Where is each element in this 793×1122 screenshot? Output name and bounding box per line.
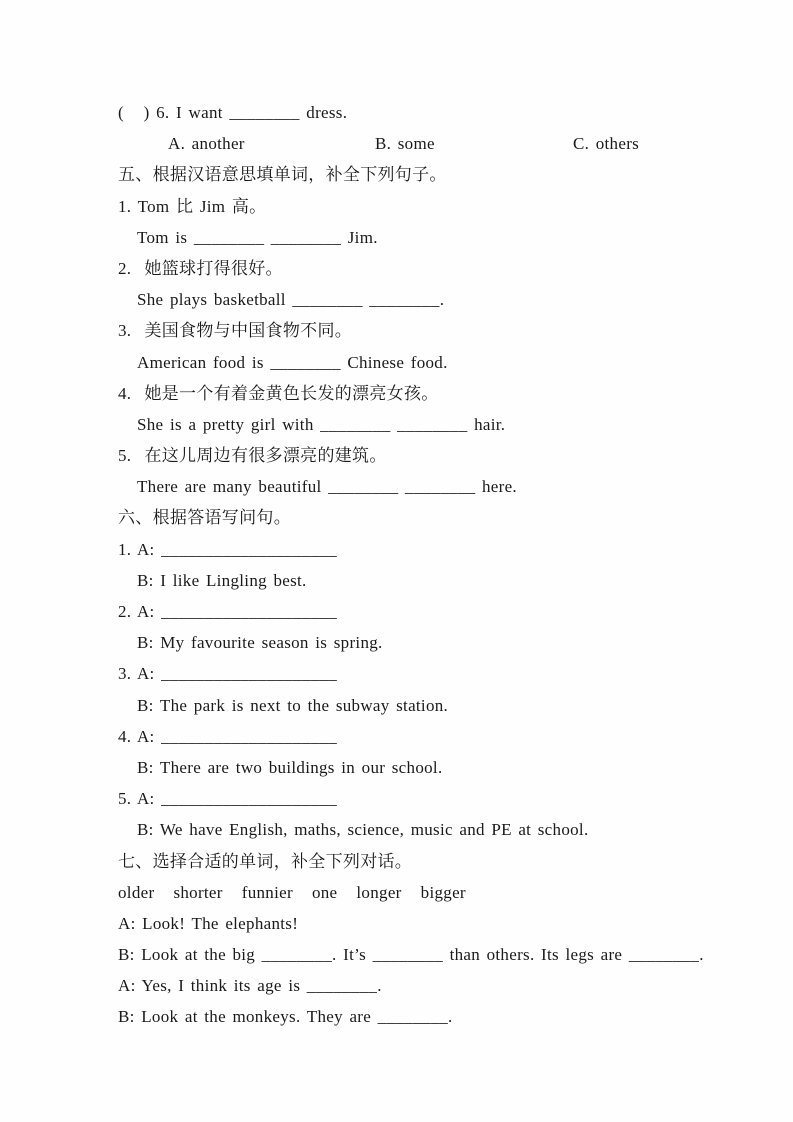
s6-item-2-answer: B: My favourite season is spring. <box>137 633 383 653</box>
question-6-options <box>118 128 763 159</box>
dialogue-line-2: B: Look at the big ________. It’s ________ than others. Its legs are ________. <box>118 945 704 965</box>
s6-item-3-answer: B: The park is next to the subway station. <box>137 695 449 715</box>
dialogue-line-1: A: Look! The elephants! <box>118 913 299 933</box>
section-6-title: 六、根据答语写问句。 <box>118 508 291 528</box>
word-bank <box>118 877 763 908</box>
s5-item-4-chinese: 4. 她是一个有着金黄色长发的漂亮女孩。 <box>118 383 439 403</box>
option-b: B. some <box>375 134 435 154</box>
section-5-title: 五、根据汉语意思填单词，补全下列句子。 <box>118 165 447 185</box>
s6-item-4-question: 4. A: ____________________ <box>118 726 338 746</box>
option-c: C. others <box>573 134 640 154</box>
s5-item-4-english: She is a pretty girl with ________ ________ hair. <box>137 414 506 434</box>
s5-item-5-english: There are many beautiful ________ ________ here. <box>137 477 517 497</box>
dialogue-line-4: B: Look at the monkeys. They are ________. <box>118 1007 453 1027</box>
word-bank-word-longer: longer <box>356 882 402 902</box>
s5-item-1-chinese: 1. Tom 比 Jim 高。 <box>118 196 267 216</box>
word-bank-word-funnier: funnier <box>241 882 293 902</box>
word-bank-word-shorter: shorter <box>173 882 223 902</box>
s5-item-2-chinese: 2. 她篮球打得很好。 <box>118 258 283 278</box>
word-bank-word-older: older <box>118 882 155 902</box>
s6-item-5-answer: B: We have English, maths, science, music and PE at school. <box>137 820 589 840</box>
s6-item-3-question: 3. A: ____________________ <box>118 664 338 684</box>
question-6-line: ( ) 6. I want ________ dress. <box>118 103 348 122</box>
word-bank-word-bigger: bigger <box>420 882 466 902</box>
word-bank-word-one: one <box>311 882 338 902</box>
section-7-title: 七、选择合适的单词，补全下列对话。 <box>118 851 413 871</box>
s5-item-5-chinese: 5. 在这儿周边有很多漂亮的建筑。 <box>118 446 387 466</box>
s5-item-2-english: She plays basketball ________ ________. <box>137 290 445 310</box>
s6-item-1-question: 1. A: ____________________ <box>118 539 338 559</box>
s5-item-3-english: American food is ________ Chinese food. <box>137 352 448 372</box>
dialogue-line-3: A: Yes, I think its age is ________. <box>118 976 382 996</box>
s6-item-5-question: 5. A: ____________________ <box>118 789 338 809</box>
s6-item-1-answer: B: I like Lingling best. <box>137 570 307 590</box>
s5-item-3-chinese: 3. 美国食物与中国食物不同。 <box>118 321 353 341</box>
s6-item-2-question: 2. A: ____________________ <box>118 602 338 621</box>
s6-item-4-answer: B: There are two buildings in our school. <box>137 757 443 777</box>
option-a: A. another <box>168 134 245 154</box>
s5-item-1-english: Tom is ________ ________ Jim. <box>137 227 378 247</box>
